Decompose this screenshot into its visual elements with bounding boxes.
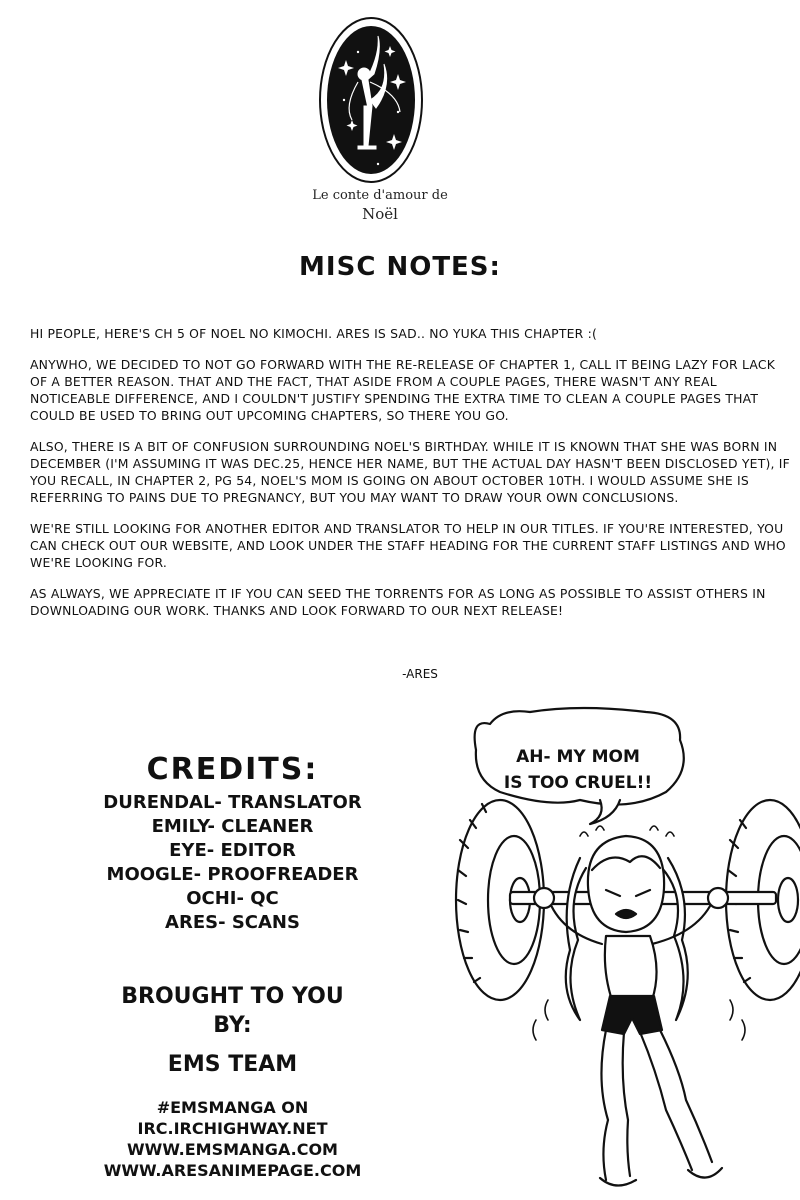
credits-section <box>60 752 405 935</box>
team-name: EMS TEAM <box>167 1052 298 1077</box>
notes-signature: -ARES <box>402 667 438 681</box>
brought-line: BROUGHT TO YOU <box>121 984 344 1009</box>
speech-bubble-text <box>498 744 658 796</box>
credit-line: EYE- EDITOR <box>169 840 296 861</box>
speech-line: IS TOO CRUEL!! <box>503 773 653 793</box>
website-link[interactable]: WWW.ARESANIMEPAGE.COM <box>103 1161 362 1180</box>
credit-line: OCHI- QC <box>186 888 279 909</box>
logo-title: Noël <box>362 205 398 223</box>
notes-paragraph: HI PEOPLE, HERE'S CH 5 OF NOEL NO KIMOCHI. ARES IS SAD.. NO YUKA THIS CHAPTER :( <box>30 326 598 341</box>
links-section <box>60 1097 405 1181</box>
brought-line: BY: <box>213 1013 252 1038</box>
credits-title: CREDITS: <box>146 752 319 787</box>
website-link[interactable]: WWW.EMSMANGA.COM <box>127 1140 338 1159</box>
notes-paragraph: WE'RE STILL LOOKING FOR ANOTHER EDITOR AND TRANSLATOR TO HELP IN OUR TITLES. IF YOU'RE INTERESTED, YOU CAN CHECK OUT OUR WEBSITE, AND LOOK UNDER THE STAFF HEADING FOR THE CURRENT STAFF LISTINGS AND WHO WE'RE LOOKING FOR. <box>30 521 786 570</box>
notes-title: MISC NOTES: <box>299 252 501 282</box>
irc-channel: #EMSMANGA ON <box>156 1098 309 1117</box>
credit-line: MOOGLE- PROOFREADER <box>106 864 359 885</box>
speech-line: AH- MY MOM <box>516 747 640 767</box>
irc-server: IRC.IRCHIGHWAY.NET <box>137 1119 328 1138</box>
credit-line: DURENDAL- TRANSLATOR <box>103 792 362 813</box>
credit-line: ARES- SCANS <box>165 912 300 933</box>
notes-paragraph: ALSO, THERE IS A BIT OF CONFUSION SURROUNDING NOEL'S BIRTHDAY. WHILE IT IS KNOWN THAT SHE WAS BORN IN DECEMBER (I'M ASSUMING IT WAS DEC.25, HENCE HER NAME, BUT THE ACTUAL DAY HASN'T BEEN DISCLOSED YET), IF YOU RECALL, IN CHAPTER 2, PG 54, NOEL'S MOM IS GOING ON ABOUT OCTOBER 10TH. I WOULD ASSUME SHE IS REFERRING TO PAINS DUE TO PREGNANCY, BUT YOU MAY WANT TO DRAW YOUR OWN CONCLUSIONS. <box>30 439 790 505</box>
logo-subtitle: Le conte d'amour de <box>312 188 448 203</box>
notes-paragraph: AS ALWAYS, WE APPRECIATE IT IF YOU CAN SEED THE TORRENTS FOR AS LONG AS POSSIBLE TO ASSIST OTHERS IN DOWNLOADING OUR WORK. THANKS AND LOOK FORWARD TO OUR NEXT RELEASE! <box>30 586 766 618</box>
notes-paragraph: ANYWHO, WE DECIDED TO NOT GO FORWARD WITH THE RE-RELEASE OF CHAPTER 1, CALL IT BEING LAZY FOR LACK OF A BETTER REASON. THAT AND THE FACT, THAT ASIDE FROM A COUPLE PAGES, THERE WASN'T ANY REAL NOTICEABLE DIFFERENCE, AND I COULDN'T JUSTIFY SPENDING THE EXTRA TIME TO CLEAN A COUPLE PAGES THAT COULD BE USED TO BRING OUT UPCOMING CHAPTERS, SO THERE YOU GO. <box>30 357 776 423</box>
notes-body <box>30 325 792 633</box>
brought-to-you <box>60 982 405 1079</box>
skater-emblem-icon <box>318 16 424 184</box>
credit-line: EMILY- CLEANER <box>151 816 314 837</box>
